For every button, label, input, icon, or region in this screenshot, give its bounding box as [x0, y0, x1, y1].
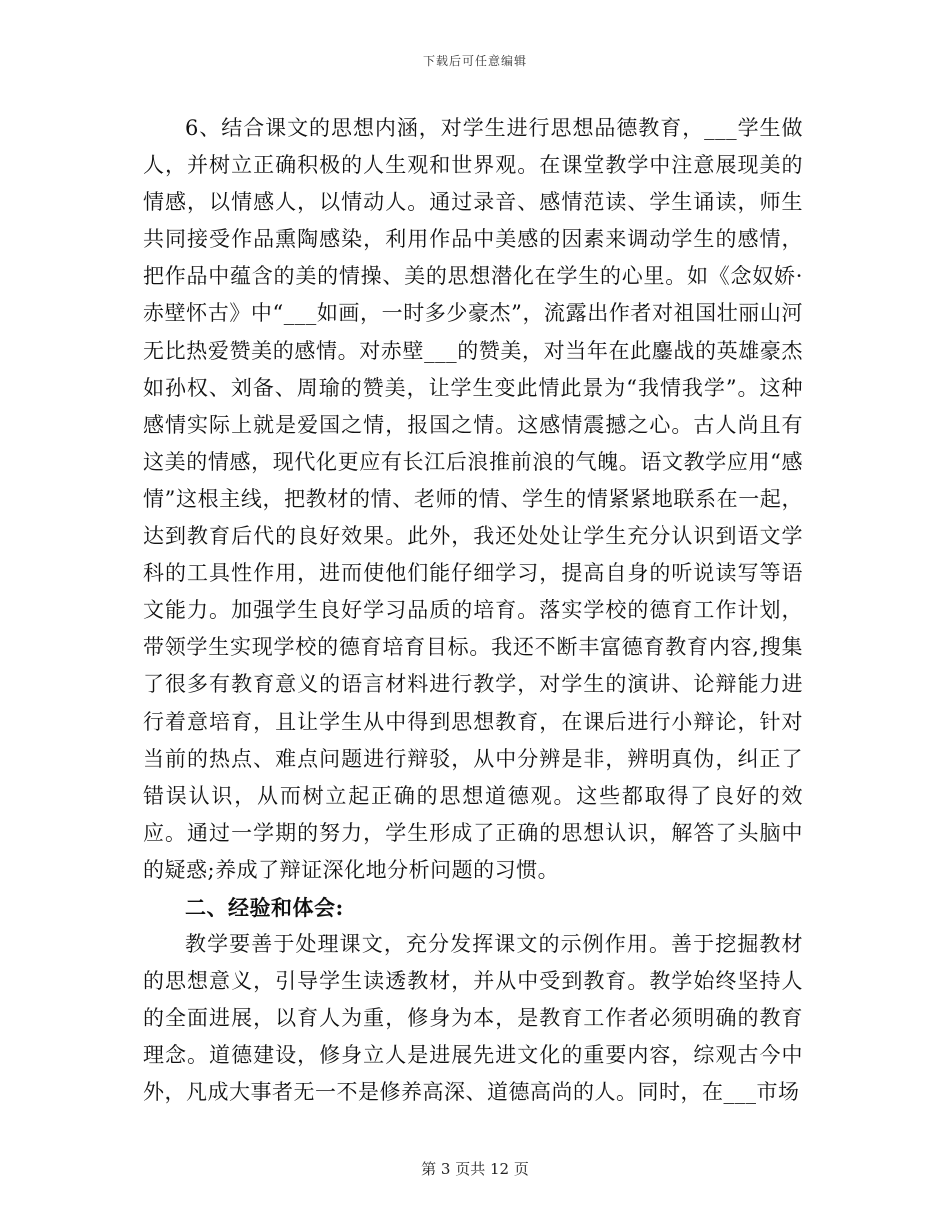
page-footer: 第 3 页共 12 页	[421, 1160, 529, 1178]
paragraph-experience: 教学要善于处理课文，充分发挥课文的示例作用。善于挖掘教材的思想意义，引导学生读透教材，并从中受到教育。教学始终坚持人的全面进展，以育人为重，修身为本，是教育工作者必须明确的教育理念。道德建设，修身立人是进展先进文化的重要内容，综观古今中外，凡成大事者无一不是修养高深、道德高尚的人。同时，在___市场	[143, 932, 803, 1105]
page-header: 下载后可任意编辑	[422, 54, 527, 68]
section-heading-experience: 二、经验和体会:	[185, 894, 344, 920]
paragraph-item-6: 6、结合课文的思想内涵，对学生进行思想品德教育，___学生做人，并树立正确积极的人生观和世界观。在课堂教学中注意展现美的情感，以情感人，以情动人。通过录音、感情范读、学生诵读，师生共同接受作品熏陶感染，利用作品中美感的因素来调动学生的感情，把作品中蕴含的美的情操、美的思想潜化在学生的心里。如《念奴娇·赤壁怀古》中“___如画，一时多少豪杰”，流露出作者对祖国壮丽山河无比热爱赞美的感情。对赤壁___的赞美，对当年在此鏖战的英雄豪杰如孙权、刘备、周瑜的赞美，让学生变此情此景为“我情我学”。这种感情实际上就是爱国之情，报国之情。这感情震撼之心。古人尚且有这美的情感，现代化更应有长江后浪推前浪的气魄。语文教学应用“感情”这根主线，把教材的情、老师的情、学生的情紧紧地联系在一起，达到教育后代的良好效果。此外，我还处处让学生充分认识到语文学科的工具性作用，进而使他们能仔细学习，提高自身的听说读写等语文能力。加强学生良好学习品质的培育。落实学校的德育工作计划，带领学生实现学校的德育培育目标。我还不断丰富德育教育内容,搜集了很多有教育意义的语言材料进行教学，对学生的演讲、论辩能力进行着意培育，且让学生从中得到思想教育，在课后进行小辩论，针对当前的热点、难点问题进行辩驳，从中分辨是非，辨明真伪，纠正了错误认识，从而树立起正确的思想道德观。这些都取得了良好的效应。通过一学期的努力，学生形成了正确的思想认识，解答了头脑中的疑惑;养成了辩证深化地分析问题的习惯。	[143, 116, 803, 882]
document-body	[143, 110, 803, 1112]
